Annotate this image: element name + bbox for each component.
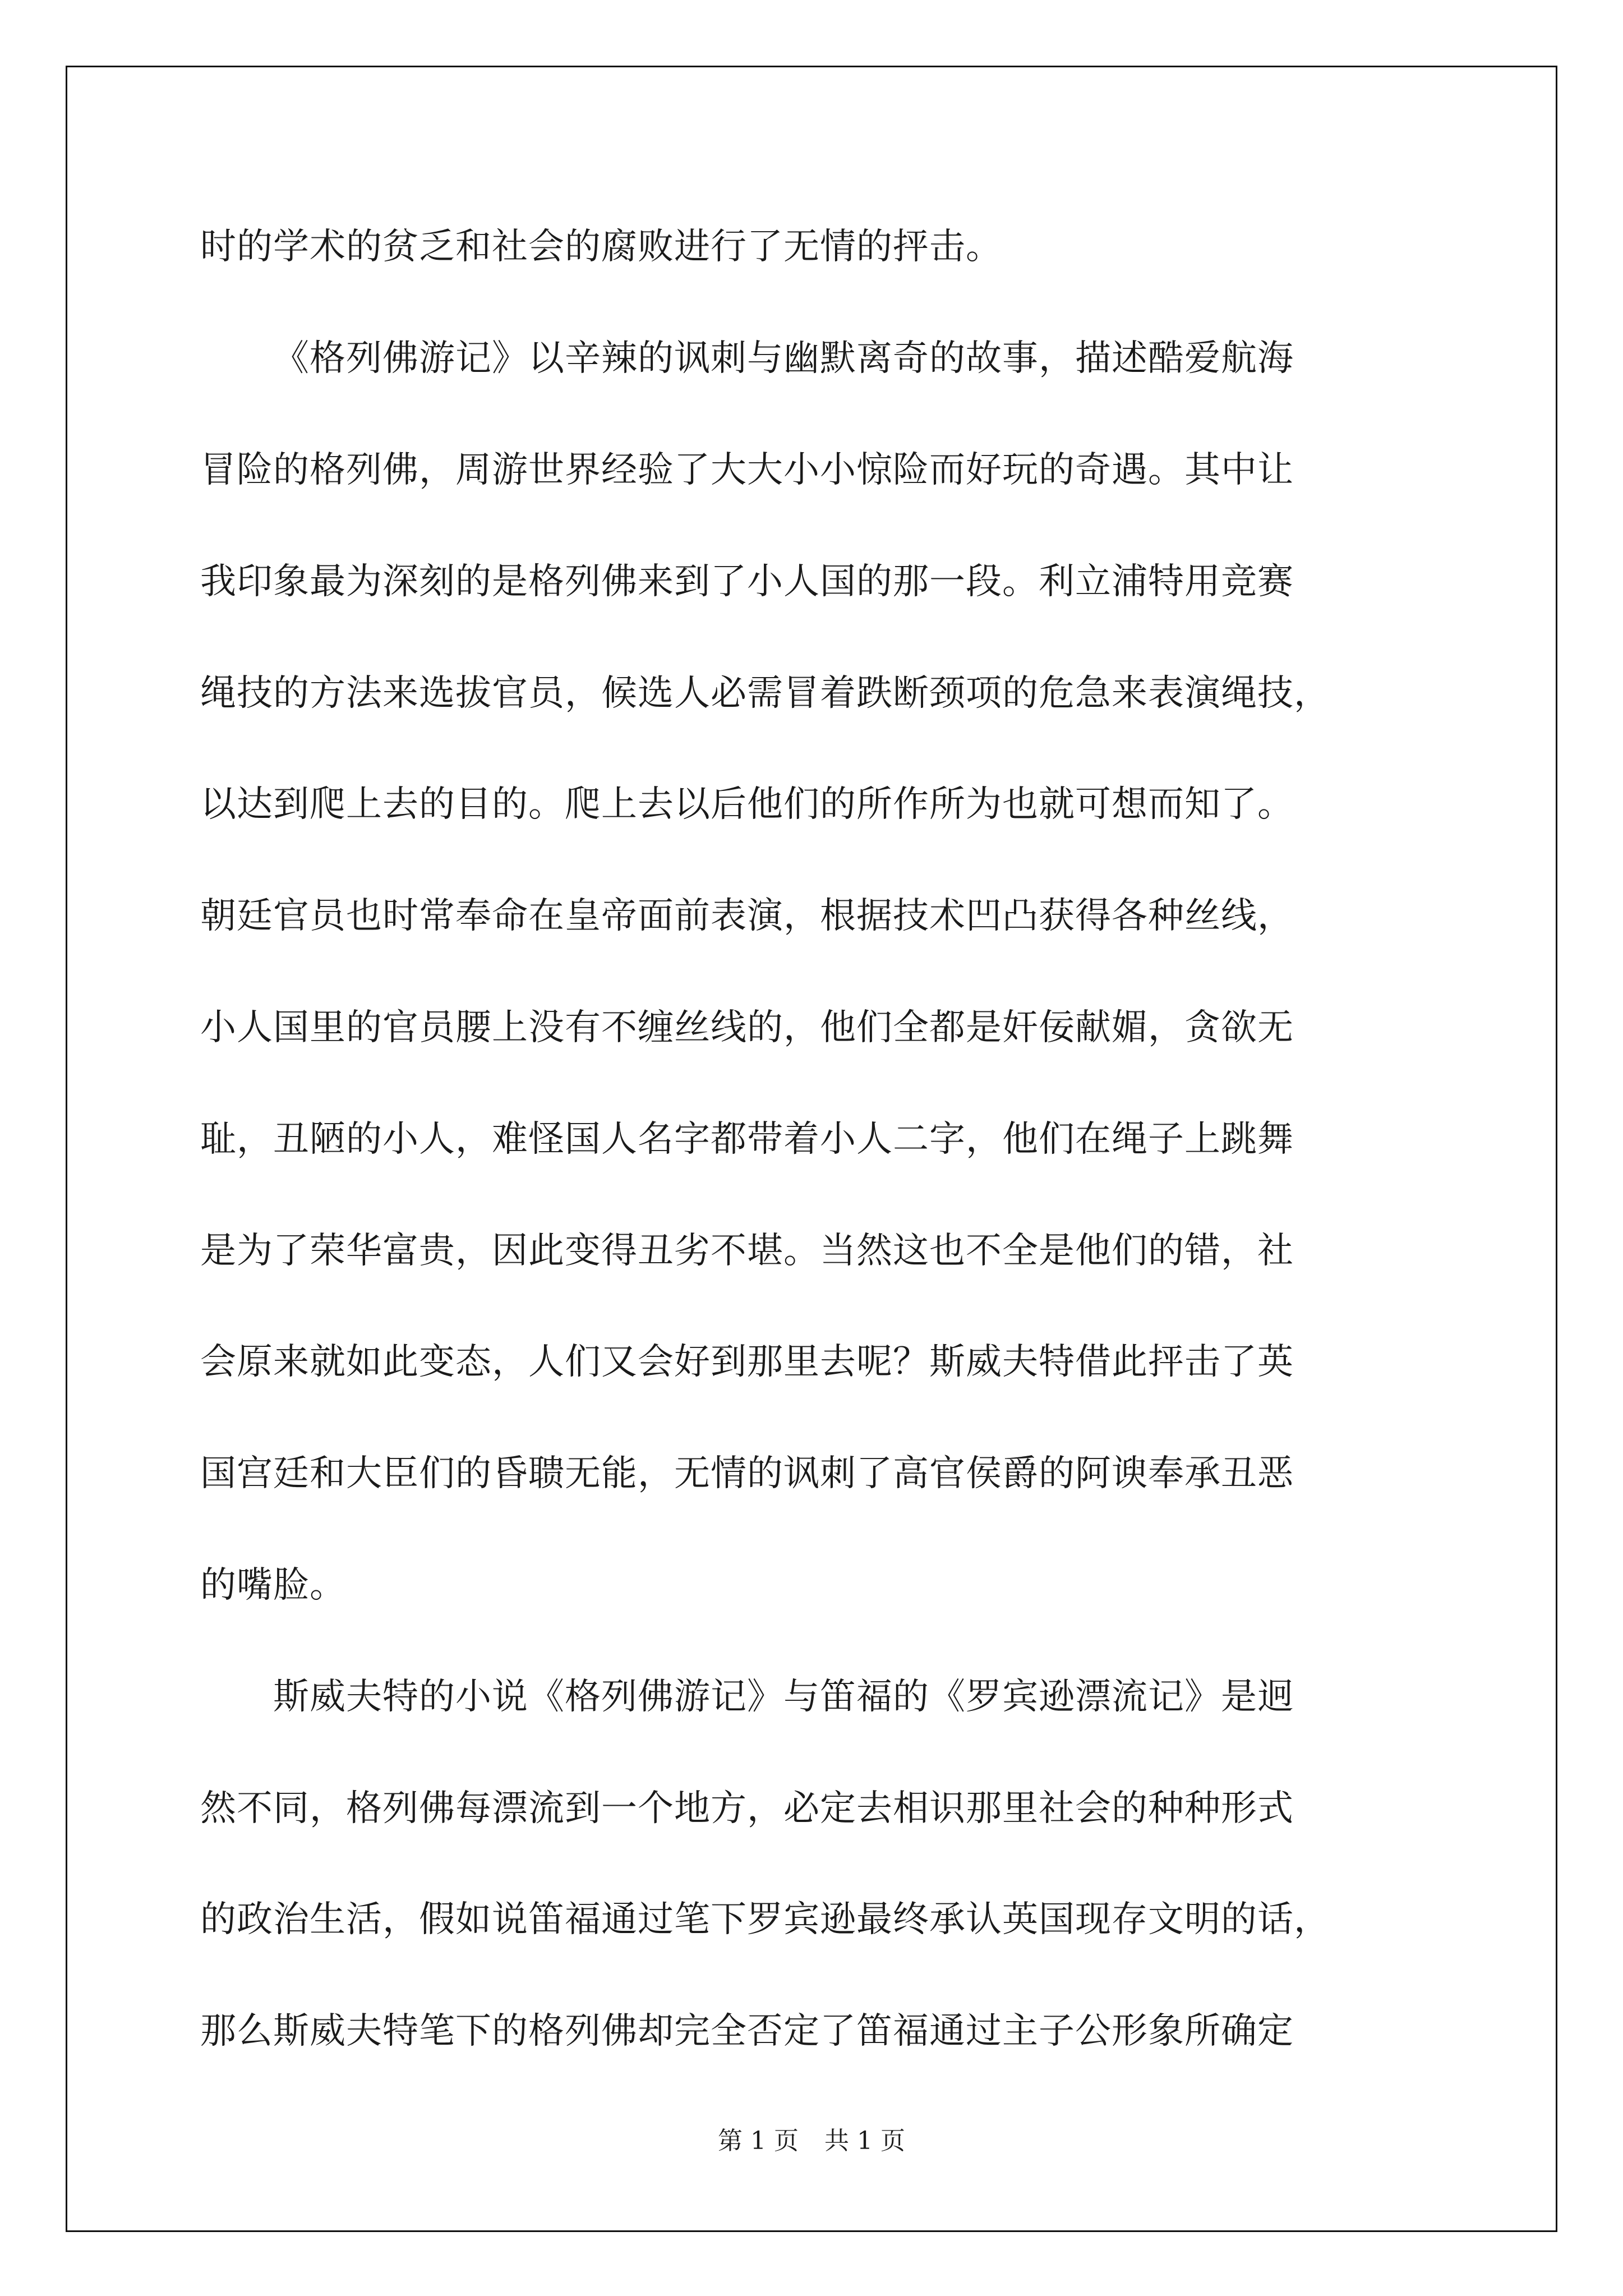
text-line: 的嘴脸。	[200, 1565, 346, 1606]
text-line: 时的学术的贫乏和社会的腐败进行了无情的抨击。	[200, 226, 1002, 268]
text-line: 那么斯威夫特笔下的格列佛却完全否定了笛福通过主子公形象所确定	[200, 2010, 1294, 2052]
text-line: 会原来就如此变态，人们又会好到那里去呢？斯威夫特借此抨击了英	[200, 1341, 1294, 1383]
text-line: 绳技的方法来选拔官员，候选人必需冒着跌断颈项的危急来表演绳技，	[200, 673, 1330, 714]
paragraph-start-line: 《格列佛游记》以辛辣的讽刺与幽默离奇的故事，描述酷爱航海	[273, 338, 1294, 379]
paragraph-start-line: 斯威夫特的小说《格列佛游记》与笛福的《罗宾逊漂流记》是迥	[273, 1676, 1294, 1718]
text-line: 耻，丑陋的小人，难怪国人名字都带着小人二字，他们在绳子上跳舞	[200, 1119, 1294, 1160]
text-line: 国宫廷和大臣们的昏聩无能，无情的讽刺了高官侯爵的阿谀奉承丑恶	[200, 1453, 1294, 1494]
page-footer	[0, 2129, 1623, 2154]
text-line: 然不同，格列佛每漂流到一个地方，必定去相识那里社会的种种形式	[200, 1788, 1294, 1829]
text-line: 是为了荣华富贵，因此变得丑劣不堪。当然这也不全是他们的错，社	[200, 1230, 1294, 1272]
text-line: 的政治生活，假如说笛福通过笔下罗宾逊最终承认英国现存文明的话，	[200, 1899, 1330, 1940]
text-line: 朝廷官员也时常奉命在皇帝面前表演，根据技术凹凸获得各种丝线，	[200, 895, 1294, 937]
text-line: 我印象最为深刻的是格列佛来到了小人国的那一段。利立浦特用竞赛	[200, 561, 1294, 602]
page-total: 共 1 页	[824, 2127, 905, 2155]
text-line: 小人国里的官员腰上没有不缠丝线的，他们全都是奸佞献媚，贪欲无	[200, 1007, 1294, 1048]
text-line: 冒险的格列佛，周游世界经验了大大小小惊险而好玩的奇遇。其中让	[200, 449, 1294, 491]
text-line: 以达到爬上去的目的。爬上去以后他们的所作所为也就可想而知了。	[200, 784, 1294, 825]
page-number: 第 1 页	[718, 2127, 799, 2155]
